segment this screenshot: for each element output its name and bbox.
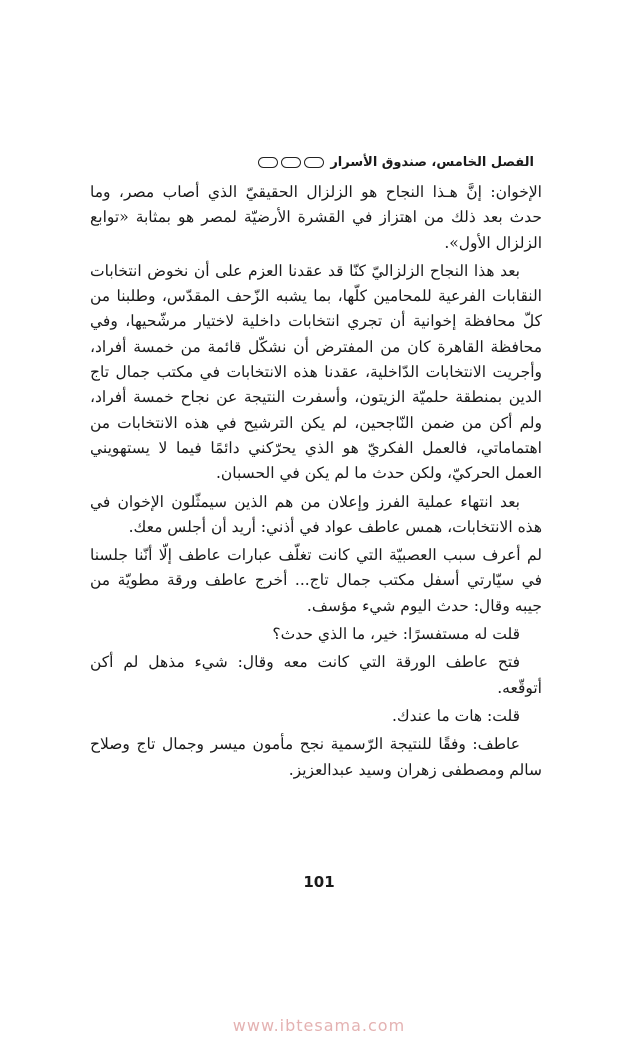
ornament-oval-3 xyxy=(258,157,278,168)
paragraph-3: بعد انتهاء عملية الفرز وإعلان من هم الذين سيمثّلون الإخوان في هذه الانتخابات، همس عاطف عواد في أذني: أريد أن أجلس معك. xyxy=(90,492,542,536)
paragraph-5: قلت له مستفسرًا: خير، ما الذي حدث؟ xyxy=(272,625,520,644)
page-number: 101 xyxy=(303,873,335,891)
header-ornament xyxy=(258,157,324,168)
watermark-url: www.ibtesama.com xyxy=(232,1016,406,1035)
ornament-oval-2 xyxy=(281,157,301,168)
page-body xyxy=(90,180,542,786)
paragraph-1: الإخوان: إنَّ هـذا النجاح هو الزلزال الحقيقيّ الذي أصاب مصر، وما حدث بعد ذلك من اهتزاز في القشرة الأرضيّة لمصر هو بمثابة «توابع الزلزال الأول». xyxy=(90,183,542,252)
paragraph-7: قلت: هات ما عندك. xyxy=(391,706,520,725)
paragraph-6: فتح عاطف الورقة التي كانت معه وقال: شيء مذهل لم أكن أتوقّعه. xyxy=(90,653,542,697)
chapter-title: الفصل الخامس، صندوق الأسرار xyxy=(330,154,534,170)
running-header xyxy=(96,150,534,174)
paragraph-2: بعد هذا النجاح الزلزاليّ كنّا قد عقدنا العزم على أن نخوض انتخابات النقابات الفرعية للمحامين كلّها، بما يشبه الزّحف المقدّس، وطلبنا من كلّ محافظة إخوانية أن تجري انتخابات داخلية لاختيار مرشّحيها، وفي محافظة القاهرة كان من المفترض أن نشكّل قائمة من خمسة أفراد، وأجريت الانتخابات الدّاخلية، عقدنا هذه الانتخابات في مكتب جمال تاج الدين بمنطقة حلميّة الزيتون، وأسفرت النتيجة عن نجاح خمسة أفراد، ولم أكن من ضمن النّاجحين، لم يكن الترشيح في هذه الانتخابات من اهتماماتي، فالعمل الفكريّ هو الذي يحرّكني دائمًا فيما لا يستهويني العمل الحركيّ، ولكن حدث ما لم يكن في الحسبان. xyxy=(90,261,542,483)
paragraph-4: لم أعرف سبب العصبيّة التي كانت تغلّف عبارات عاطف إلّا أنّنا جلسنا في سيّارتي أسفل مكتب جمال تاج... أخرج عاطف ورقة مطويّة من جيبه وقال: حدث اليوم شيء مؤسف. xyxy=(90,546,542,615)
paragraph-8: عاطف: وفقًا للنتيجة الرّسمية نجح مأمون ميسر وجمال تاج وصلاح سالم ومصطفى زهران وسيد عبدالعزيز. xyxy=(90,735,542,779)
ornament-oval-1 xyxy=(304,157,324,168)
